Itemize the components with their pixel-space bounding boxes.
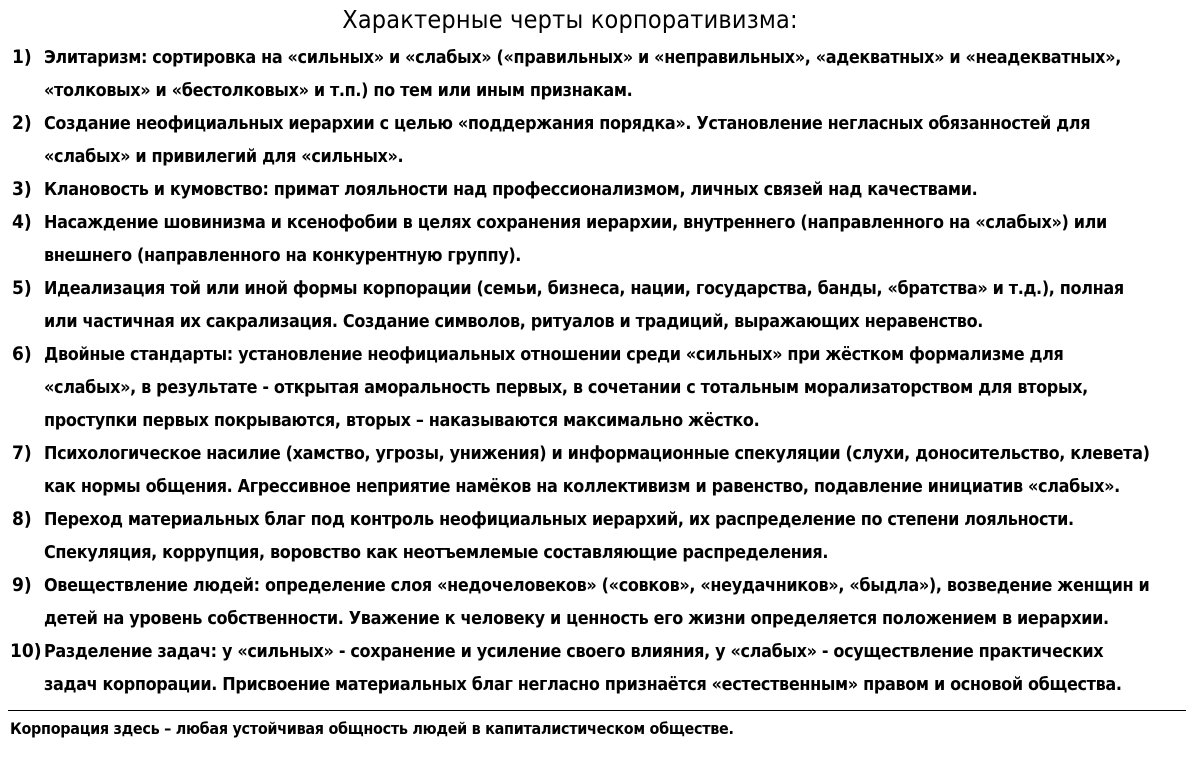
item-number: 6)	[12, 343, 32, 365]
item-number: 7)	[12, 442, 32, 464]
item-text-line: Психологическое насилие (хамство, угрозы, унижения) и информационные спекуляции (слухи, доносительство, клевета)	[44, 443, 1150, 464]
list-item	[0, 635, 1200, 701]
list-item	[0, 569, 1200, 635]
item-text-line: Насаждение шовинизма и ксенофобии в целях сохранения иерархии, внутреннего (направленного на «слабых») или	[44, 212, 1107, 233]
item-text-line: «слабых» и привилегий для «сильных».	[44, 146, 404, 167]
item-number: 9)	[12, 574, 32, 596]
item-text-line: Создание неофициальных иерархии с целью «поддержания порядка». Установление негласных обязанностей для	[44, 113, 1091, 134]
item-text-line: или частичная их сакрализация. Создание символов, ритуалов и традиций, выражающих неравенство.	[44, 311, 984, 332]
list-item	[0, 206, 1200, 272]
list-item	[0, 173, 1200, 206]
item-text-line: Переход материальных благ под контроль неофициальных иерархий, их распределение по степени лояльности.	[44, 509, 1074, 530]
item-text-line: детей на уровень собственности. Уважение к человеку и ценность его жизни определяется положением в иерархии.	[44, 608, 1109, 629]
item-text-line: Разделение задач: у «сильных» - сохранение и усиление своего влияния, у «слабых» - осуществление практических	[44, 641, 1104, 662]
document-title: Характерные черты корпоративизма:	[342, 5, 798, 34]
item-text-line: Двойные стандарты: установление неофициальных отношении среди «сильных» при жёстком формализме для	[44, 344, 1064, 365]
item-number: 8)	[12, 508, 32, 530]
item-text-line: задач корпорации. Присвоение материальных благ негласно признаётся «естественным» правом и основой общества.	[44, 674, 1122, 695]
item-number: 3)	[12, 178, 32, 200]
list-item	[0, 107, 1200, 173]
list-item	[0, 338, 1200, 437]
item-text-line: внешнего (направленного на конкурентную группу).	[44, 245, 522, 266]
list-item	[0, 272, 1200, 338]
item-text-line: Идеализация той или иной формы корпорации (семьи, бизнеса, нации, государства, банды, «братства» и т.д.), полная	[44, 278, 1124, 299]
item-number: 4)	[12, 211, 32, 233]
item-text-line: проступки первых покрываются, вторых – наказываются максимально жёстко.	[44, 410, 760, 431]
item-number: 5)	[12, 277, 32, 299]
item-text-line: как нормы общения. Агрессивное неприятие намёков на коллективизм и равенство, подавление инициатив «слабых».	[44, 476, 1120, 497]
item-number: 10)	[10, 640, 42, 662]
list-item	[0, 41, 1200, 107]
footnote-divider	[8, 710, 1186, 711]
item-number: 2)	[12, 112, 32, 134]
item-text-line: Овеществление людей: определение слоя «недочеловеков» («совков», «неудачников», «быдла»), возведение женщин и	[44, 575, 1150, 596]
footnote: Корпорация здесь – любая устойчивая общность людей в капиталистическом обществе.	[10, 719, 734, 738]
item-text-line: «слабых», в результате - открытая аморальность первых, в сочетании с тотальным морализаторством для вторых,	[44, 377, 1088, 398]
item-number: 1)	[12, 46, 32, 68]
list-item	[0, 503, 1200, 569]
list-item	[0, 437, 1200, 503]
item-text-line: Элитаризм: сортировка на «сильных» и «слабых» («правильных» и «неправильных», «адекватных» и «неадекватных»,	[44, 47, 1121, 68]
item-text-line: «толковых» и «бестолковых» и т.п.) по тем или иным признакам.	[44, 80, 633, 101]
feature-list	[0, 41, 1200, 701]
item-text-line: Клановость и кумовство: примат лояльности над профессионализмом, личных связей над качествами.	[44, 179, 978, 200]
item-text-line: Спекуляция, коррупция, воровство как неотъемлемые составляющие распределения.	[44, 542, 829, 563]
